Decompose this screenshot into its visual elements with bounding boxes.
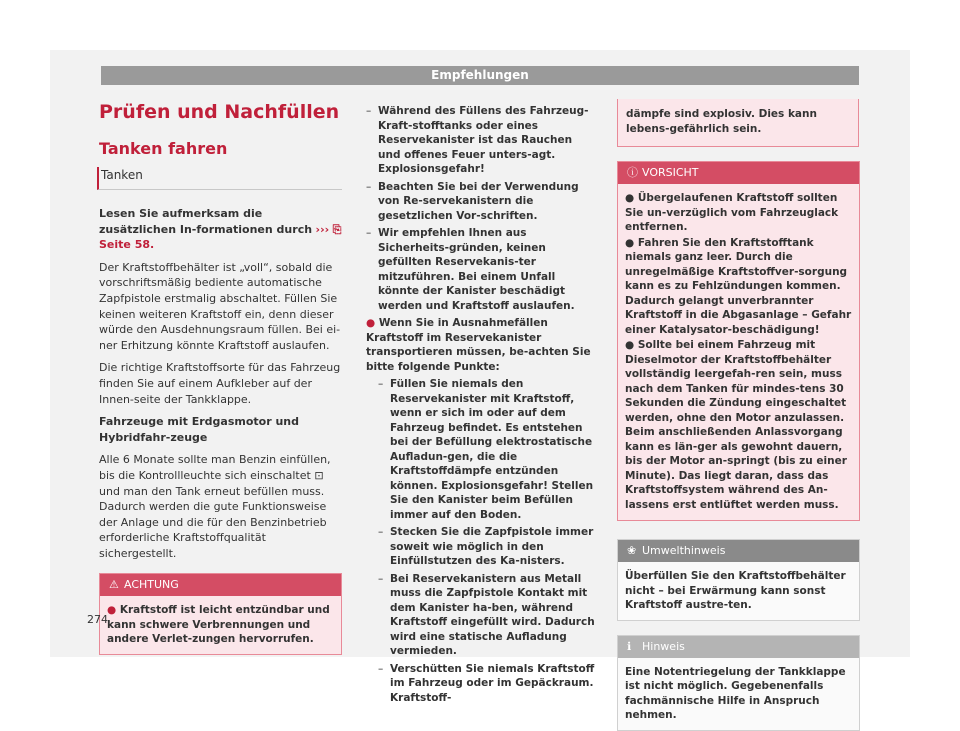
column-1 — [99, 99, 342, 655]
list-item — [625, 338, 852, 512]
paragraph-1: Der Kraftstoffbehälter ist „voll“, sobald die vorschriftsmäßig bediente automatische Zapfpistole erstmalig abschaltet. Füllen Sie keinen weiteren Kraftstoff ein, denn dieser würde den Ausdehnungsraum füllen. Bei ei-ner Erhitzung könnte Kraftstoff auslaufen. — [99, 260, 341, 352]
paragraph-3 — [99, 452, 342, 561]
list-item: – Stecken Sie die Zapfpistole immer soweit wie möglich in den Einfüllstutzen des Ka-nisters. — [378, 525, 598, 569]
hint-title: Hinweis — [642, 639, 685, 653]
bullet-icon: ● — [366, 317, 376, 329]
dash-list-sub — [366, 377, 598, 705]
list-item-text: Fahren Sie den Kraftstofftank niemals ganz leer. Durch die unregelmäßige Kraftstoffver-sorgung kann es zu Fehlzündungen kommen. Dadurch gelangt unverbrannter Kraftstoff in die Abgasanlage – Gefahr einer Katalysator-beschädigung! — [625, 236, 852, 336]
paragraph-2: Die richtige Kraftstoffsorte für das Fahrzeug finden Sie auf einem Aufkleber auf der Innen-seite der Tankklappe. — [99, 361, 341, 406]
bullet-text: Wenn Sie in Ausnahmefällen Kraftstoff im Reservekanister transportieren müssen, be-achten Sie bitte folgende Punkte: — [366, 317, 591, 373]
bullet-icon: ● — [625, 236, 635, 249]
caution-box-header — [618, 162, 859, 184]
list-item-text: Übergelaufenen Kraftstoff sollten Sie un-verzüglich vom Fahrzeuglack entfernen. — [625, 192, 839, 233]
warning-box-header — [100, 574, 341, 596]
list-item: – Beachten Sie bei der Verwendung von Re-servekanistern die gesetzlichen Vor-schriften. — [366, 180, 598, 224]
column-3 — [617, 99, 860, 731]
caution-box — [617, 161, 860, 521]
info-circle-icon: ⓘ — [627, 166, 638, 179]
hint-box-header — [618, 636, 859, 658]
leaf-icon: ❀ — [627, 544, 637, 557]
list-item: – Verschütten Sie niemals Kraftstoff im Fahrzeug oder im Gepäckraum. Kraftstoff- — [378, 662, 598, 706]
paragraph-3-a: Alle 6 Monate sollte man Benzin einfüllen, bis die Kontrollleuchte sich einschaltet — [99, 453, 331, 482]
bullet-icon: ● — [625, 339, 635, 351]
intro-text: Lesen Sie aufmerksam die zusätzlichen In-formationen durch — [99, 207, 313, 236]
warning-box — [99, 573, 342, 655]
section-header: Empfehlungen — [101, 66, 859, 85]
list-item-text: Sollte bei einem Fahrzeug mit Dieselmotor der Kraftstoffbehälter vollständig leergefah-ren sein, muss nach dem Tanken für mindes-tens 30 Sekunden die Zündung eingeschaltet werden, ohne den Motor anzulassen. Beim anschließenden Anlassvorgang kann es län-ger als gewohnt dauern, bis der Motor an-springt (bis zu einer Minute). Das liegt daran, dass das Kraftstoffsystem während des An-lassens erst entlüftet werden muss. — [625, 339, 847, 511]
intro-paragraph — [99, 206, 342, 253]
arrow-ref-icon: ››› — [315, 222, 330, 236]
environment-note-box — [617, 539, 860, 621]
page-title: Prüfen und Nachfüllen — [99, 101, 340, 123]
list-item: – Füllen Sie niemals den Reservekanister mit Kraftstoff, wenn er sich im oder auf dem Fahrzeug befindet. Es entstehen bei der Befüllung elektrostatische Aufladun-gen, die die Kraftstoffdämpfe entzünden können. Explosionsgefahr! Stellen Sie den Kanister beim Befüllen immer auf den Boden. — [378, 377, 598, 522]
bullet-icon: ● — [107, 604, 117, 617]
caution-body — [618, 184, 859, 520]
environment-title: Umwelthinweis — [642, 544, 726, 557]
list-item: – Wir empfehlen Ihnen aus Sicherheits-gründen, keinen gefüllten Reservekanis-ter mitzuführen. Bei einem Unfall könnte der Kanister beschädigt werden und Kraftstoff auslaufen. — [366, 226, 598, 313]
book-ref-icon: ⎘ — [332, 222, 342, 236]
warning-text: Kraftstoff ist leicht entzündbar und kann schwere Verbrennungen und andere Verlet-zungen hervorrufen. — [107, 604, 330, 646]
dash-list-top — [366, 104, 598, 313]
environment-body: Überfüllen Sie den Kraftstoffbehälter nicht – bei Erwärmung kann sonst Kraftstoff austre-ten. — [625, 570, 846, 611]
subsection-title: Tanken — [97, 167, 342, 190]
list-item: – Während des Füllens des Fahrzeug-Kraft-stofftanks oder eines Reservekanister ist das Rauchen und offenes Feuer unters-agt. Explosionsgefahr! — [366, 104, 598, 177]
environment-box-header — [618, 540, 859, 562]
info-icon: ℹ — [627, 639, 632, 653]
hint-box — [617, 635, 860, 731]
bullet-paragraph — [366, 316, 598, 374]
warning-lamp-icon: ⊡ — [314, 468, 324, 482]
hint-body: Eine Notentriegelung der Tankklappe ist nicht möglich. Gegebenenfalls fachmännische Hilfe in Anspruch nehmen. — [625, 665, 846, 721]
warning-title: ACHTUNG — [124, 578, 179, 592]
list-item — [625, 191, 852, 235]
warning-triangle-icon: ⚠ — [109, 578, 119, 592]
column-2 — [366, 104, 598, 708]
page-reference-link[interactable]: Seite 58. — [99, 238, 155, 252]
paragraph-3-b: und man den Tank erneut befüllen muss. Dadurch werden die gute Funktionsweise der Anlage und die für den Benzinbetrieb erforderliche Kraftstoffqualität sichergestellt. — [99, 484, 327, 560]
subheading-gas: Fahrzeuge mit Erdgasmotor und Hybridfahr-zeuge — [99, 415, 300, 444]
list-item — [625, 236, 852, 338]
caution-title: VORSICHT — [642, 166, 699, 179]
warning-continuation: dämpfe sind explosiv. Dies kann lebens-gefährlich sein. — [617, 99, 859, 147]
warning-body — [100, 596, 341, 654]
page-number: 274 — [87, 613, 108, 626]
section-title: Tanken fahren — [99, 139, 228, 158]
list-item: – Bei Reservekanistern aus Metall muss die Zapfpistole Kontakt mit dem Kanister ha-ben, während Kraftstoff eingefüllt wird. Dadurch wird eine statische Aufladung vermieden. — [378, 572, 598, 659]
bullet-icon: ● — [625, 192, 635, 204]
